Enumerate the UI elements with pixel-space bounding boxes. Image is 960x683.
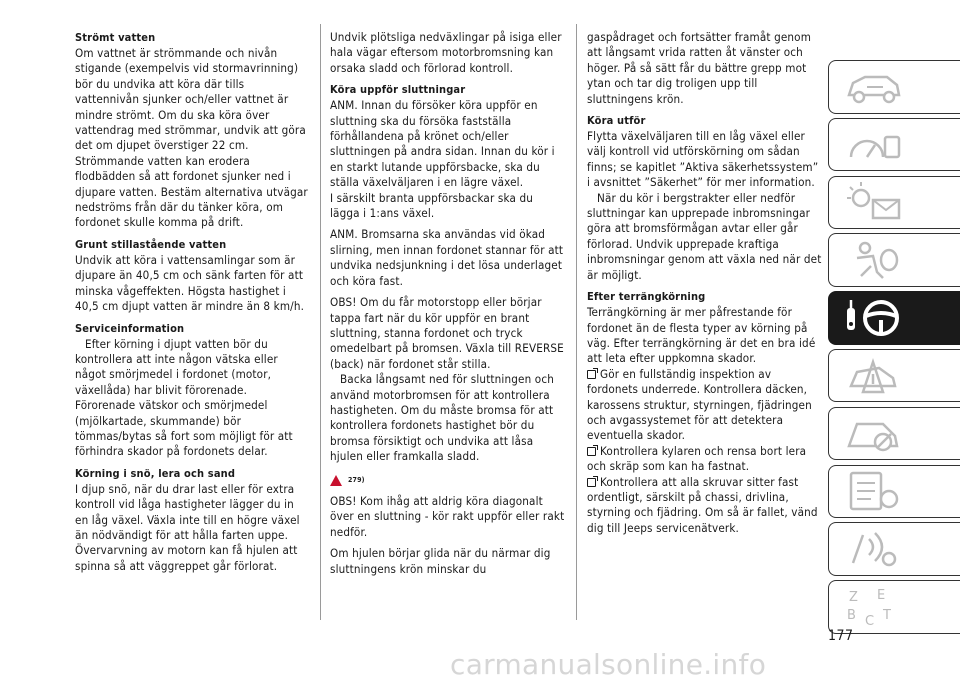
tab-emergency[interactable] (828, 349, 960, 403)
servicing-icon (843, 412, 905, 456)
tab-multimedia[interactable] (828, 522, 960, 576)
tab-servicing[interactable] (828, 407, 960, 461)
svg-text:Z: Z (849, 589, 858, 605)
heading-downhill: Köra utför (587, 114, 646, 128)
watermark: carmanualsonline.info (450, 648, 767, 681)
tab-instrument-panel[interactable] (828, 118, 960, 172)
paragraph: ANM. Bromsarna ska användas vid ökad slirning, men innan fordonet stannar för att undvika nedsjunkning i det lösa underlaget och köra fast. (330, 227, 564, 288)
heading-service-info: Serviceinformation (75, 321, 185, 335)
paragraph: Backa långsamt ned för sluttningen och använd motorbromsen för att kontrollera hastigheten. Om du måste bromsa för att kontrollera fordonets hastighet bör du bromsa försiktigt och undvika att låsa hjulen eller framkalla sladd. (330, 372, 554, 464)
tab-safety[interactable] (828, 233, 960, 287)
paragraph: Om vattnet är strömmande och nivån stigande (exempelvis vid stormavrinning) bör du undvika att köra där tills vattennivån sjunker och/eller vattnet är mindre strömt. Om du ska köra över vattendrag med strömmar, undvik att göra det om djupet överstiger 22 cm. Strömmande vatten kan erodera flodbädden så att fordonet sjunker ned i djupare vatten. Bestäm alternativa utvägar nedströms från där du tänker köra, om fordonet skulle komma på drift. (75, 46, 308, 230)
paragraph: Förorenade vätskor och smörjmedel (mjölkartade, skummande) bör tömmas/bytas så fort som möjligt för att förhindra skador på fordonets delar. (75, 398, 293, 459)
paragraph: I särskilt branta uppförsbackar ska du lägga i 1:ans växel. (330, 190, 533, 221)
paragraph: När du kör i bergstrakter eller nedför sluttningar kan upprepade inbromsningar göra att bromsförmågan avtar eller går förlorad. Undvik upprepade kraftiga inbromsningar genom att växla ned när det är möjligt. (587, 190, 822, 282)
heading-flowing-water: Strömt vatten (75, 31, 156, 44)
technical-data-icon (843, 469, 905, 513)
heading-uphill: Köra uppför sluttningar (330, 83, 466, 97)
tab-technical-data[interactable] (828, 465, 960, 519)
svg-text:B: B (847, 607, 856, 623)
tab-vehicle-overview[interactable] (828, 60, 960, 114)
svg-text:T: T (883, 607, 891, 623)
chapter-tabs (828, 60, 960, 638)
multimedia-icon (843, 527, 905, 571)
paragraph: Om hjulen börjar glida när du närmar dig sluttningens krön minskar du (330, 546, 551, 576)
page-number: 177 (828, 628, 854, 644)
bullet-item: Kontrollera att alla skruvar sitter fast ordentligt, särskilt på chassi, drivlina, styrning och fjädring. Om så är fallet, vänd dig till Jeeps servicenätverk. (587, 474, 818, 535)
column-divider (576, 24, 577, 620)
paragraph: OBS! Om du får motorstopp eller börjar tappa fart när du kör uppför en brant sluttning, stanna fordonet och tryck omedelbart på bromsen. Växla till REVERSE (back) när fordonet står stilla. (330, 295, 564, 371)
paragraph: Undvik plötsliga nedväxlingar på isiga eller hala vägar eftersom motorbromsning kan orsaka sladd och förlorad kontroll. (330, 30, 562, 75)
warning-note (330, 473, 565, 488)
bullet-item: Kontrollera kylaren och rensa bort lera och skräp som kan ha fastnat. (587, 443, 807, 474)
paragraph: ANM. Innan du försöker köra uppför en sluttning ska du försöka fastställa förhållandena på krönet och/eller sluttningen på andra sidan. Innan du kör i en starkt lutande uppförsbacke, ska du ställa växelväljaren i en lägre växel. (330, 98, 555, 190)
text-column-1 (75, 30, 310, 580)
svg-text:E: E (877, 587, 886, 603)
heading-after-offroad: Efter terrängkörning (587, 290, 706, 304)
paragraph: I djup snö, när du drar last eller för extra kontroll vid låga hastigheter lägger du in en låg växel. Växla inte till en högre växel än nödvändigt för att hålla farten uppe. Övervarvning av motorn kan få hjulen att spinna så att väggreppet går förlorat. (75, 481, 300, 573)
tab-warning-lights[interactable] (828, 176, 960, 230)
heading-snow-mud-sand: Körning i snö, lera och sand (75, 466, 236, 480)
text-column-3 (587, 30, 822, 536)
warning-lights-icon (843, 180, 905, 224)
checkbox-bullet-icon (587, 478, 596, 487)
checkbox-bullet-icon (587, 447, 596, 456)
checkbox-bullet-icon (587, 370, 596, 379)
paragraph: Terrängkörning är mer påfrestande för fordonet än de flesta typer av körning på väg. Efter terrängkörning är det en bra idé att leta efter uppkomna skador. (587, 305, 816, 366)
note-reference: 279) (348, 475, 365, 484)
column-divider (320, 24, 321, 620)
tab-starting-driving[interactable] (828, 291, 960, 345)
index-icon (843, 585, 905, 629)
starting-driving-icon (843, 296, 905, 340)
text-column-2 (330, 30, 565, 583)
car-dashboard-icon (843, 65, 905, 109)
safety-airbag-icon (843, 238, 905, 282)
svg-text:C: C (865, 613, 875, 629)
emergency-icon (843, 354, 905, 398)
instrument-panel-icon (843, 123, 905, 167)
paragraph: Efter körning i djupt vatten bör du kontrollera att inte någon vätska eller något smörjmedel i fordonet (motor, växellåda) har blivit förorenade. (75, 336, 278, 397)
paragraph: OBS! Kom ihåg att aldrig köra diagonalt över en sluttning - kör rakt uppför eller rakt nedför. (330, 493, 565, 539)
heading-shallow-water: Grunt stillastående vatten (75, 237, 227, 251)
tab-index[interactable] (828, 580, 960, 634)
paragraph: gaspådraget och fortsätter framåt genom att långsamt vrida ratten åt vänster och höger. På så sätt får du bättre grepp mot ytan och tar dig troligen upp till sluttningens krön. (587, 30, 812, 106)
bullet-item: Gör en fullständig inspektion av fordonets underrede. Kontrollera däcken, karossens struktur, styrningen, fjädringen och avgassystemet för att detektera eventuella skador. (587, 366, 812, 443)
paragraph: Undvik att köra i vattensamlingar som är djupare än 40,5 cm och sänk farten för att minska vågeffekten. Högsta hastighet i 40,5 cm djupt vatten är mindre än 8 km/h. (75, 252, 305, 314)
warning-triangle-icon (330, 475, 342, 486)
paragraph: Flytta växelväljaren till en låg växel eller välj kontroll vid utförskörning om sådan finns; se kapitlet ”Aktiva säkerhetssystem” i avsnittet ”Säkerhet” för mer information. (587, 129, 819, 190)
